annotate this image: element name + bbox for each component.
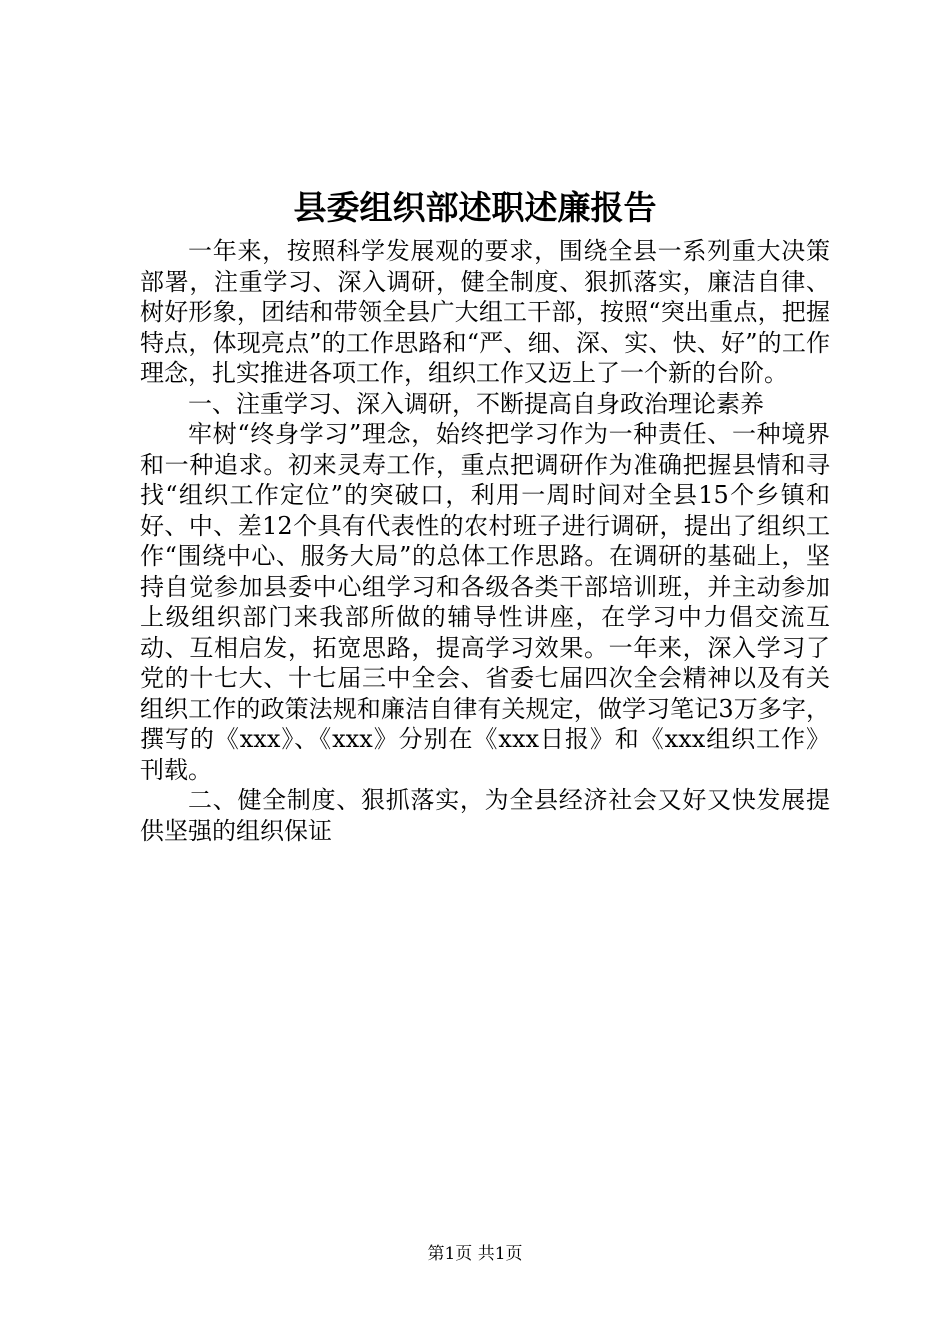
page-footer: 第1页 共1页 — [427, 1244, 523, 1264]
document-title: 县委组织部述职述廉报告 — [293, 188, 657, 227]
paragraph-study: 牢树“终身学习”理念，始终把学习作为一种责任、一种境界和一种追求。初来灵寿工作，重点把调研作为准确把握县情和寻找“组织工作定位”的突破口，利用一周时间对全县15个乡镇和好、中、差12个具有代表性的农村班子进行调研，提出了组织工作“围绕中心、服务大局”的总体工作思路。在调研的基础上，坚持自觉参加县委中心组学习和各级各类干部培训班，并主动参加上级组织部门来我部所做的辅导性讲座，在学习中力倡交流互动、互相启发，拓宽思路，提高学习效果。一年来，深入学习了党的十七大、十七届三中全会、省委七届四次全会精神以及有关组织工作的政策法规和廉洁自律有关规定，做学习笔记3万多字，撰写的《xxx》、《xxx》分别在《xxx日报》和《xxx组织工作》刊载。 — [140, 420, 830, 784]
paragraph-intro: 一年来，按照科学发展观的要求，围绕全县一系列重大决策部署，注重学习、深入调研，健全制度、狠抓落实，廉洁自律、树好形象，团结和带领全县广大组工干部，按照“突出重点，把握特点，体现亮点”的工作思路和“严、细、深、实、快、好”的工作理念，扎实推进各项工作，组织工作又迈上了一个新的台阶。 — [140, 237, 830, 387]
section-heading-1: 一、注重学习、深入调研，不断提高自身政治理论素养 — [188, 389, 764, 418]
section-heading-2: 二、健全制度、狠抓落实，为全县经济社会又好又快发展提供坚强的组织保证 — [140, 786, 830, 845]
document-body — [140, 236, 830, 846]
